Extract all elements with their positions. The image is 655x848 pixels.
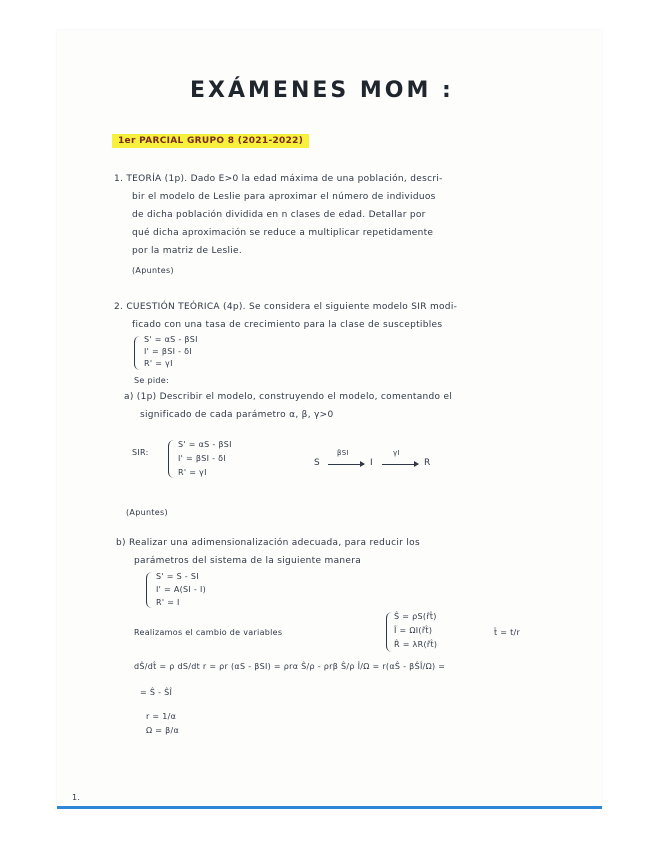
q1-line-3: de dicha población dividida en n clases de edad. Detallar por (132, 210, 426, 220)
sir-eq-2: I' = βSI - δI (178, 454, 227, 463)
diagram-arrow-s-i (328, 464, 364, 465)
derivation-result: = Ŝ - ŜÎ (140, 688, 173, 697)
exam-subtitle-highlight: 1er PARCIAL GRUPO 8 (2021-2022) (112, 134, 309, 148)
q2-line-1: 2. CUESTIÓN TEÓRICA (4p). Se considera el siguiente modelo SIR modi- (114, 302, 458, 312)
diagram-label-2: γI (393, 449, 400, 457)
q2b-eq-3: R' = I (156, 598, 180, 607)
omega-definition: Ω = β/α (146, 726, 180, 735)
change-time-scale: t̂ = t/r (494, 628, 521, 637)
q2-ask: Se pide: (134, 376, 169, 385)
sir-label: SIR: (132, 448, 149, 457)
q2a-line-1: a) (1p) Describir el modelo, construyendo el modelo, comentando el (124, 392, 453, 402)
sir-system-brace (168, 440, 175, 478)
sir-eq-1: S' = αS - βSI (178, 440, 232, 449)
change-eq-1: Ŝ = ρS(r̂t̂) (394, 612, 437, 621)
diagram-label-1: βSI (337, 449, 349, 457)
q1-note: (Apuntes) (132, 266, 174, 275)
page-title: EXÁMENES MOM : (190, 78, 454, 103)
q2-system-eq-3: R' = γI (144, 359, 173, 368)
q2a-line-2: significado de cada parámetro α, β, γ>0 (140, 410, 334, 420)
r-definition: r = 1/α (146, 712, 177, 721)
q1-line-1: 1. TEORÍA (1p). Dado E>0 la edad máxima de una población, descri- (114, 174, 443, 184)
q2a-note: (Apuntes) (126, 508, 168, 517)
change-eq-3: R̂ = λR(r̂t̂) (394, 640, 438, 649)
q1-line-5: por la matriz de Leslie. (132, 246, 243, 256)
change-eq-2: Î = ΩI(r̂t̂) (394, 626, 433, 635)
change-variables-text: Realizamos el cambio de variables (134, 628, 283, 637)
diagram-node-i: I (370, 458, 373, 468)
diagram-node-s: S (314, 458, 321, 468)
q2b-eq-1: S' = S - SI (156, 572, 199, 581)
q1-line-4: qué dicha aproximación se reduce a multiplicar repetidamente (132, 228, 434, 238)
change-system-brace (386, 612, 393, 652)
page-edge (57, 806, 602, 809)
q2-system-eq-1: S' = αS - βSI (144, 335, 198, 344)
q2b-line-1: b) Realizar una adimensionalización adecuada, para reducir los (116, 538, 420, 548)
derivation-line: dŜ/dt̂ = ρ dS/dt r = ρr (αS - βSI) = ρrα Ŝ/ρ - ρrβ Ŝ/ρ Î/Ω = r(αŜ - βŜÎ/Ω) = (134, 662, 446, 671)
q2b-eq-2: I' = A(SI - I) (156, 585, 207, 594)
q1-line-2: bir el modelo de Leslie para aproximar el número de individuos (132, 192, 436, 202)
page-number: 1. (72, 793, 81, 802)
q2-system-brace (134, 336, 141, 370)
q2b-line-2: parámetros del sistema de la siguiente manera (134, 556, 362, 566)
diagram-node-r: R (424, 458, 431, 468)
q2b-system-brace (146, 572, 153, 608)
diagram-arrow-i-r (382, 464, 418, 465)
q2-line-2: ficado con una tasa de crecimiento para la clase de susceptibles (132, 320, 443, 330)
sir-eq-3: R' = γI (178, 468, 207, 477)
q2-system-eq-2: I' = βSI - δI (144, 347, 193, 356)
